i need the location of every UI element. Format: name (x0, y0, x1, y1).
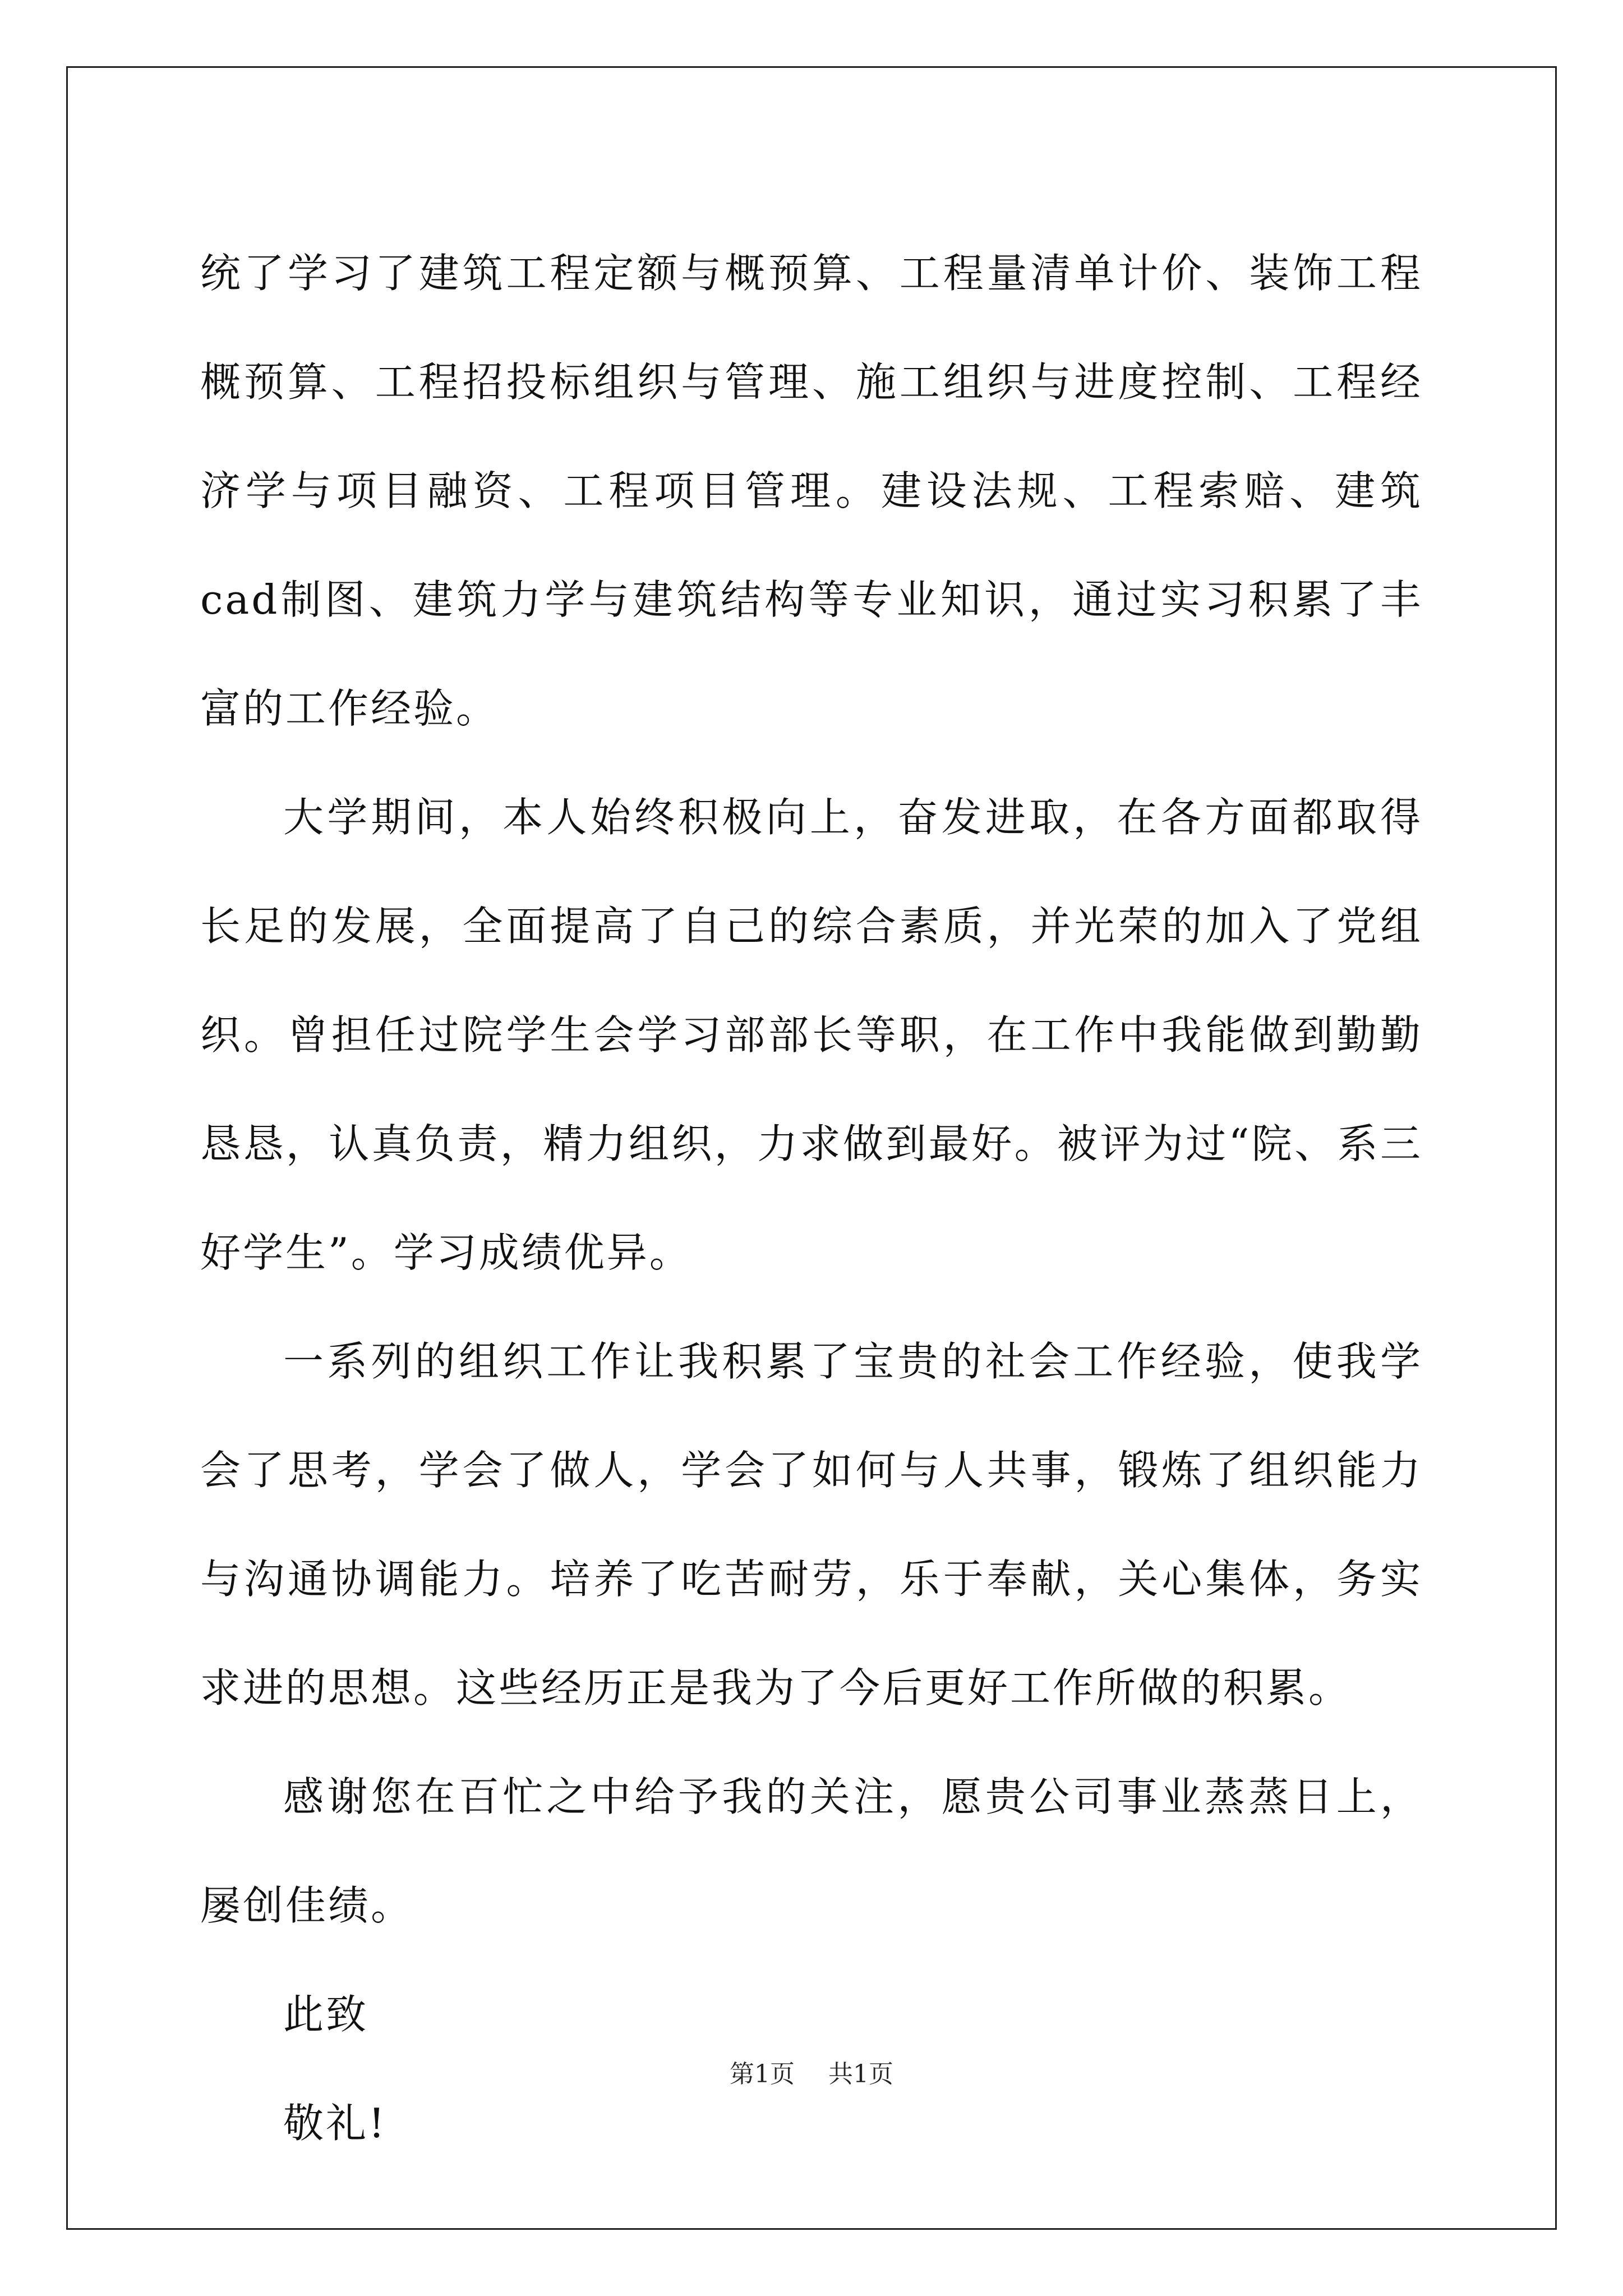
document-body (200, 219, 1423, 2178)
paragraph-3: 一系列的组织工作让我积累了宝贵的社会工作经验，使我学会了思考，学会了做人，学会了如何与人共事，锻炼了组织能力与沟通协调能力。培养了吃苦耐劳，乐于奉献，关心集体，务实求进的思想。这些经历正是我为了今后更好工作所做的积累。 (200, 1338, 1423, 1711)
page-number-total: 共1页 (828, 2060, 893, 2088)
paragraph-4: 感谢您在百忙之中给予我的关注，愿贵公司事业蒸蒸日上，屡创佳绩。 (200, 1773, 1423, 1929)
salutation-closing: 此致 (283, 1991, 369, 2038)
salutation-regards: 敬礼! (283, 2100, 387, 2147)
paragraph-2: 大学期间，本人始终积极向上，奋发进取，在各方面都取得长足的发展，全面提高了自己的综合素质，并光荣的加入了党组织。曾担任过院学生会学习部部长等职，在工作中我能做到勤勤恳恳，认真负责，精力组织，力求做到最好。被评为过“院、系三好学生”。学习成绩优异。 (200, 794, 1423, 1276)
paragraph-1: 统了学习了建筑工程定额与概预算、工程量清单计价、装饰工程概预算、工程招投标组织与管理、施工组织与进度控制、工程经济学与项目融资、工程项目管理。建设法规、工程索赔、建筑cad制图、建筑力学与建筑结构等专业知识，通过实习积累了丰富的工作经验。 (200, 250, 1423, 732)
page-number-current: 第1页 (730, 2060, 795, 2088)
page-footer (0, 2058, 1623, 2091)
